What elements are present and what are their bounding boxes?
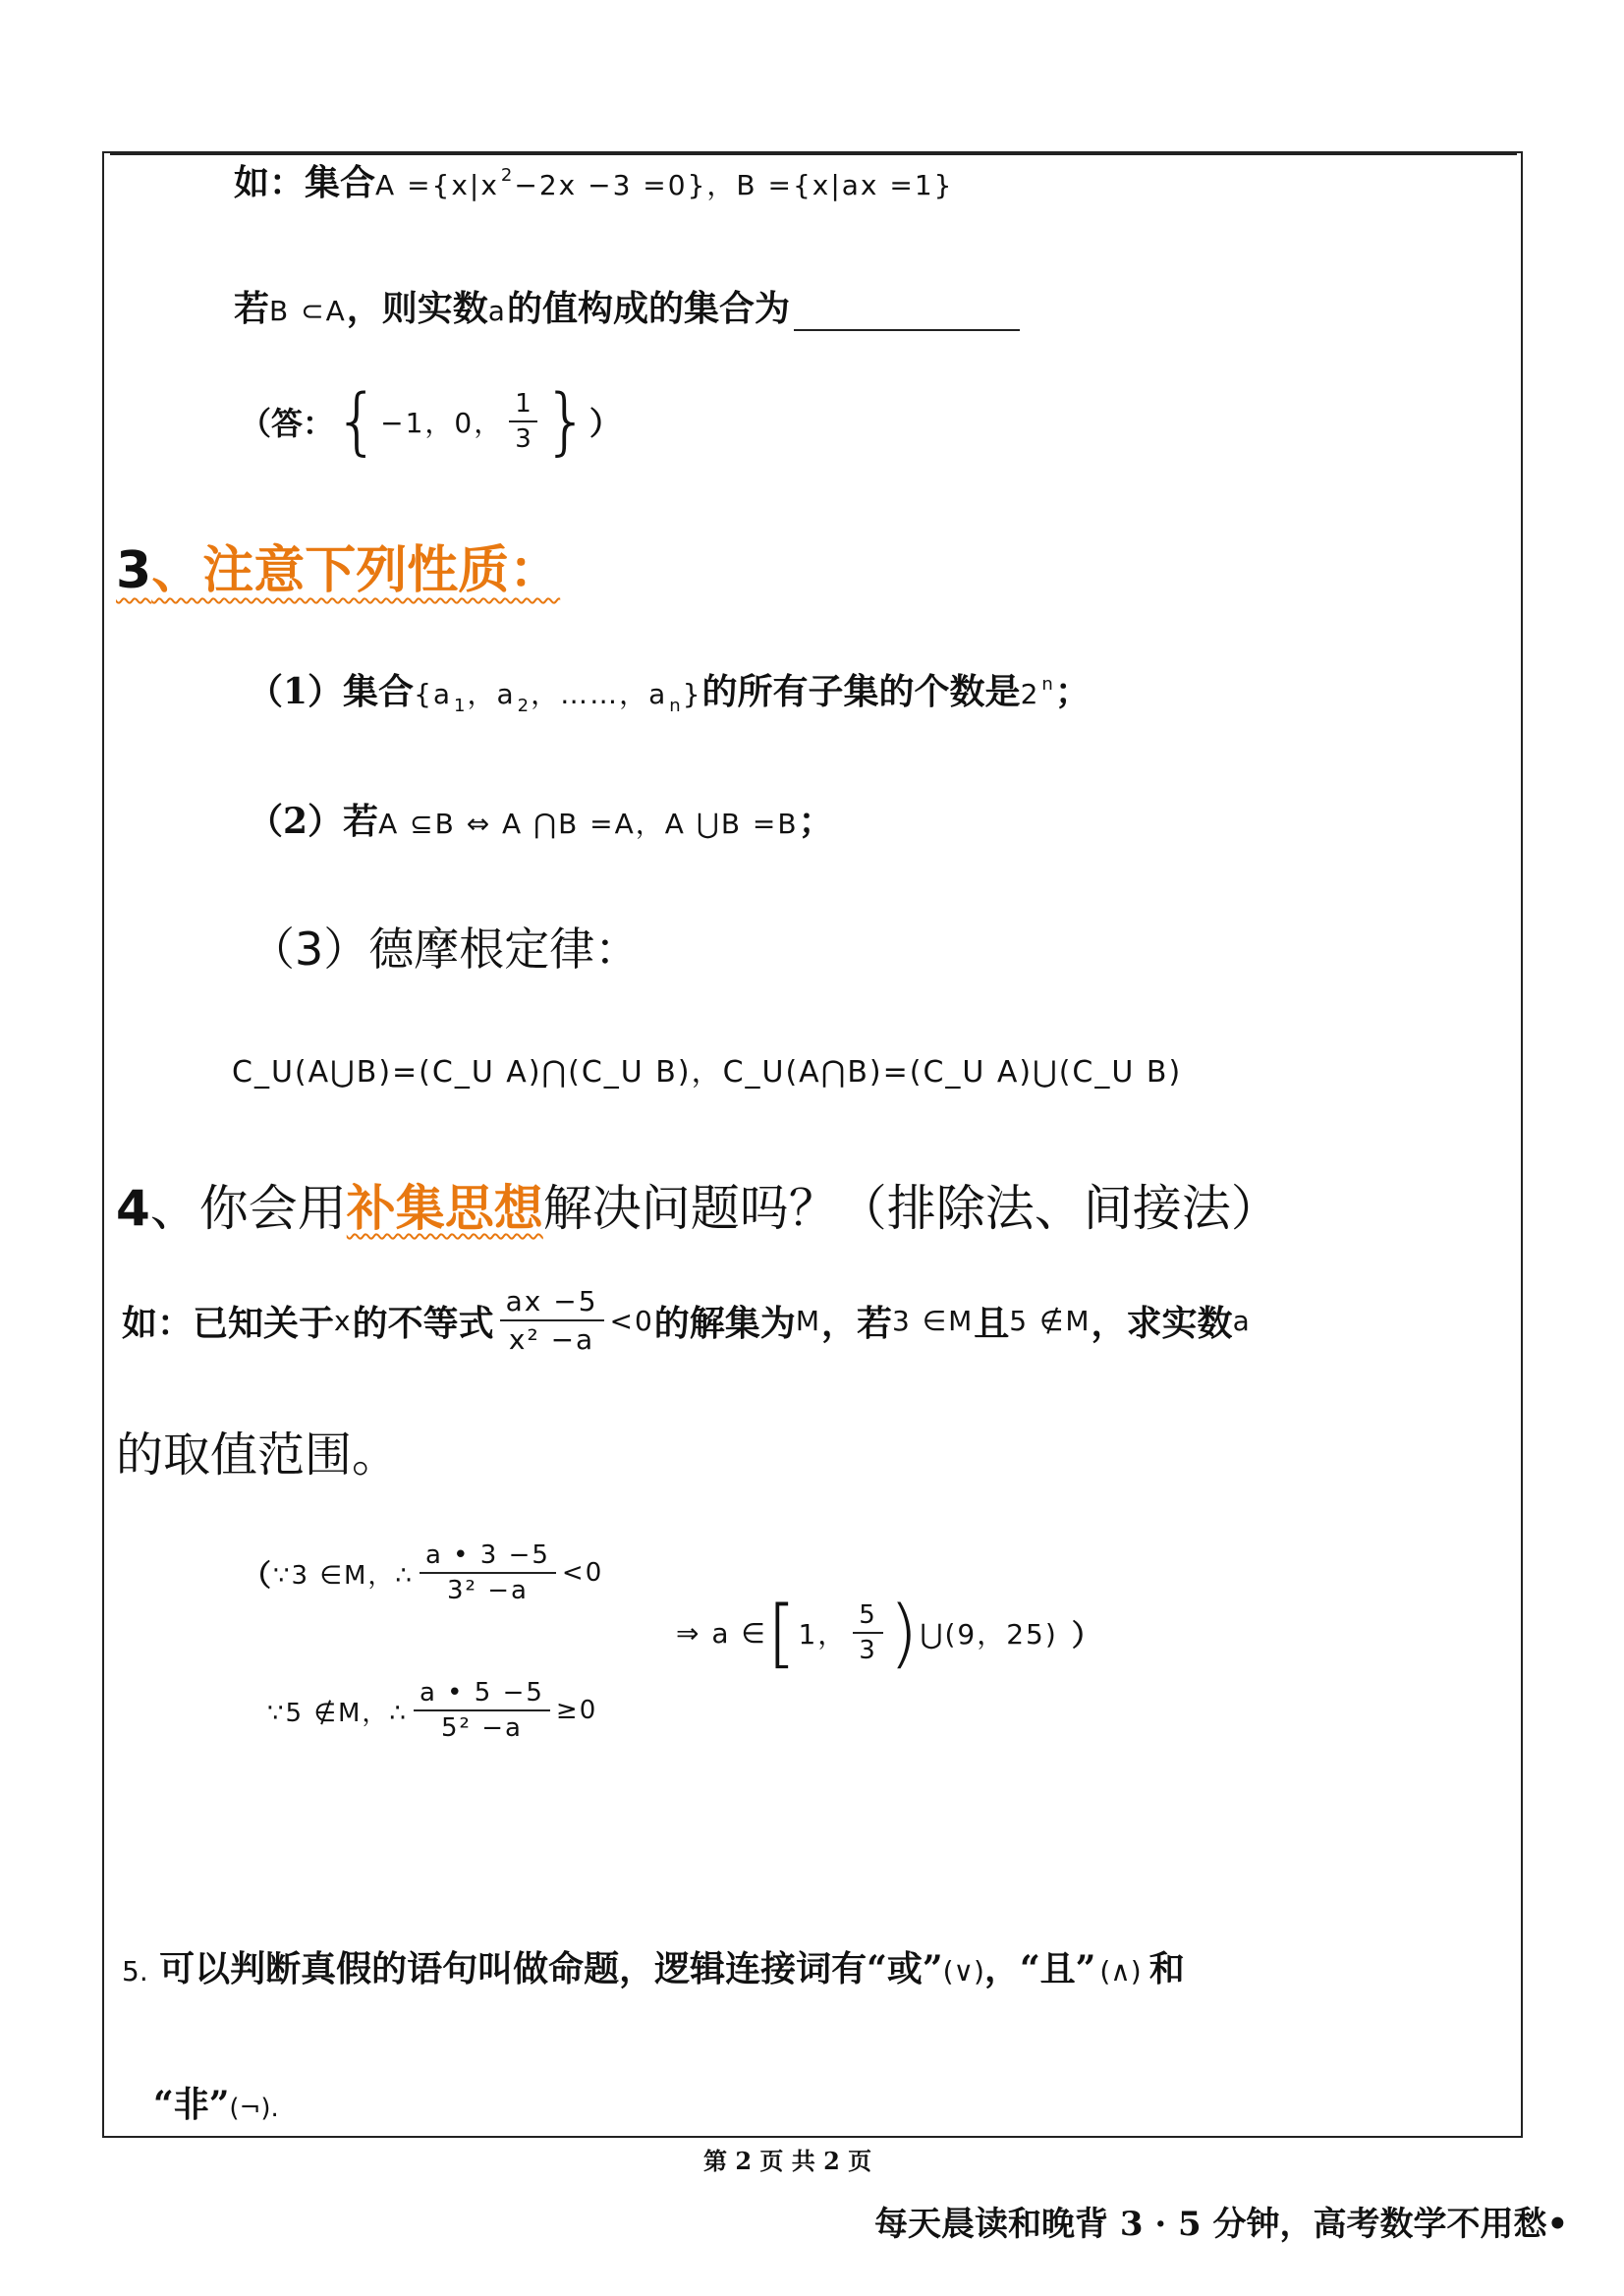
q-text2: 的解集为 bbox=[653, 1302, 796, 1344]
sol2-num: a • 5 −5 bbox=[414, 1678, 550, 1711]
example1-lead: 如：集合 bbox=[234, 162, 376, 203]
or-symbol: (∨) bbox=[942, 1955, 984, 1988]
and-symbol: (∧) bbox=[1099, 1955, 1142, 1988]
sol2-fraction bbox=[414, 1678, 550, 1743]
section5-line1 bbox=[122, 1941, 1185, 1991]
example1-subset: B ⊂A bbox=[269, 295, 347, 327]
q-frac-num: ax −5 bbox=[500, 1285, 604, 1321]
answer-blank bbox=[794, 300, 1020, 331]
section4-number: 4 bbox=[116, 1180, 150, 1237]
q-M: M bbox=[795, 1304, 821, 1337]
section4-title-a: 、你会用 bbox=[149, 1180, 347, 1237]
item1-prefix: （1）集合 bbox=[248, 671, 415, 712]
demorgan-law: C_U(A⋃B)=(C_U A)⋂(C_U B)，C_U(A⋂B)=(C_U A)⋃(C_U B) bbox=[232, 1055, 1183, 1090]
sol2-rel: ≥0 bbox=[555, 1696, 598, 1725]
solution-line2 bbox=[267, 1678, 597, 1743]
result-union: ⋃(9，25) bbox=[920, 1618, 1058, 1651]
item2-math: A ⊆B ⇔ A ⋂B =A，A ⋃B =B bbox=[378, 808, 799, 840]
q-text3: ，若 bbox=[820, 1302, 892, 1344]
q-frac-den: x² −a bbox=[508, 1323, 595, 1356]
section4-question bbox=[122, 1285, 1252, 1356]
section5-text-b: ，“且” bbox=[983, 1948, 1096, 1989]
item1-a2: ，a bbox=[467, 678, 516, 710]
example1-if: 若 bbox=[234, 288, 270, 329]
solution-line1 bbox=[242, 1540, 603, 1605]
sol1-rel: <0 bbox=[561, 1558, 604, 1588]
example1-set-a: A ={x|x bbox=[375, 169, 499, 201]
sol1-den: 3² −a bbox=[446, 1576, 529, 1605]
section5-text-c: 和 bbox=[1148, 1948, 1185, 1989]
q-var: x bbox=[334, 1304, 353, 1337]
section3-heading bbox=[116, 529, 560, 602]
q-and: 且 bbox=[974, 1302, 1010, 1344]
example1-set-b: −2x −3 =0}，B ={x|ax =1} bbox=[514, 169, 954, 201]
example1-line2 bbox=[234, 281, 1020, 331]
result-paren-right: ) bbox=[888, 1589, 921, 1676]
example1-var: a bbox=[487, 295, 507, 327]
section5-line2 bbox=[153, 2077, 279, 2127]
example1-exponent: 2 bbox=[500, 165, 513, 186]
example1-text: ，则实数 bbox=[346, 288, 488, 329]
answer-brace-left: { bbox=[334, 379, 381, 464]
item1-text: 的所有子集的个数是 bbox=[701, 671, 1021, 712]
item1-end: ； bbox=[1054, 671, 1091, 712]
item1-sup: n bbox=[1041, 674, 1053, 695]
item2-end: ； bbox=[798, 801, 834, 842]
q-text4: ，求实数 bbox=[1091, 1302, 1233, 1344]
item1-sub2: 2 bbox=[517, 696, 530, 716]
result-frac-num: 5 bbox=[853, 1600, 883, 1634]
section4-title-b: 解决问题吗？（排除法、间接法） bbox=[542, 1180, 1280, 1237]
item1-pow: 2 bbox=[1020, 678, 1040, 710]
q-text1: 的不等式 bbox=[352, 1302, 494, 1344]
sol1-fraction bbox=[420, 1540, 556, 1605]
sol2-pre: ∵5 ∉M，∴ bbox=[267, 1698, 408, 1728]
footer-slogan: 每天晨读和晚背 3 · 5 分钟，高考数学不用愁• bbox=[874, 2205, 1569, 2244]
q-lead: 如：已知关于 bbox=[122, 1302, 335, 1344]
section5-number: 5. bbox=[122, 1955, 148, 1988]
section3-number: 3 bbox=[116, 541, 152, 600]
section3-item2 bbox=[248, 794, 834, 844]
result-pre: ⇒ a ∈ bbox=[676, 1616, 767, 1650]
item1-set-close: } bbox=[682, 678, 702, 710]
item1-set-open: {a bbox=[414, 678, 453, 710]
not-label: “非” bbox=[153, 2084, 230, 2125]
sol1-num: a • 3 −5 bbox=[420, 1540, 556, 1574]
sol1-pre: ∵3 ∈M，∴ bbox=[273, 1560, 414, 1591]
section3-item3: （3）德摩根定律： bbox=[250, 923, 641, 976]
answer-frac-den: 3 bbox=[515, 424, 532, 454]
section4-question-line2: 的取值范围。 bbox=[116, 1428, 400, 1483]
example1-answer bbox=[240, 379, 621, 464]
item2-prefix: （2）若 bbox=[248, 801, 379, 842]
page-number: 第 2 页 共 2 页 bbox=[703, 2147, 872, 2175]
section3-title: 、注意下列性质： bbox=[151, 541, 561, 600]
result-frac-den: 3 bbox=[859, 1636, 877, 1665]
result-bracket-left: [ bbox=[766, 1589, 799, 1676]
not-symbol: (¬). bbox=[229, 2094, 279, 2123]
item1-sub1: 1 bbox=[454, 696, 466, 716]
example1-question: 的值构成的集合为 bbox=[506, 288, 790, 329]
item1-subn: n bbox=[669, 696, 681, 716]
answer-fraction bbox=[509, 389, 537, 454]
section5-text-a: 可以判断真假的语句叫做命题，逻辑连接词有“或” bbox=[159, 1948, 943, 1989]
section3-item1 bbox=[248, 664, 1091, 714]
q-fraction bbox=[500, 1285, 604, 1356]
result-lower: 1， bbox=[798, 1618, 848, 1651]
sol-open: （ bbox=[242, 1559, 273, 1594]
answer-frac-num: 1 bbox=[509, 389, 537, 422]
q-cond1: 3 ∈M bbox=[892, 1304, 975, 1337]
answer-close: ） bbox=[588, 405, 621, 442]
example1-line1 bbox=[234, 155, 954, 205]
answer-brace-right: } bbox=[542, 379, 589, 464]
result-fraction bbox=[853, 1600, 883, 1665]
answer-label: （答： bbox=[240, 405, 335, 442]
q-a: a bbox=[1232, 1304, 1252, 1337]
q-cond2: 5 ∉M bbox=[1009, 1304, 1092, 1337]
sol-close: ） bbox=[1071, 1619, 1103, 1653]
section4-highlight: 补集思想 bbox=[346, 1180, 543, 1237]
sol2-den: 5² −a bbox=[440, 1713, 523, 1743]
section4-heading bbox=[116, 1169, 1280, 1240]
answer-items: −1，0， bbox=[380, 407, 504, 439]
item1-an: ，……，a bbox=[531, 678, 668, 710]
q-ineq: <0 bbox=[609, 1304, 654, 1337]
solution-result bbox=[676, 1589, 1103, 1676]
